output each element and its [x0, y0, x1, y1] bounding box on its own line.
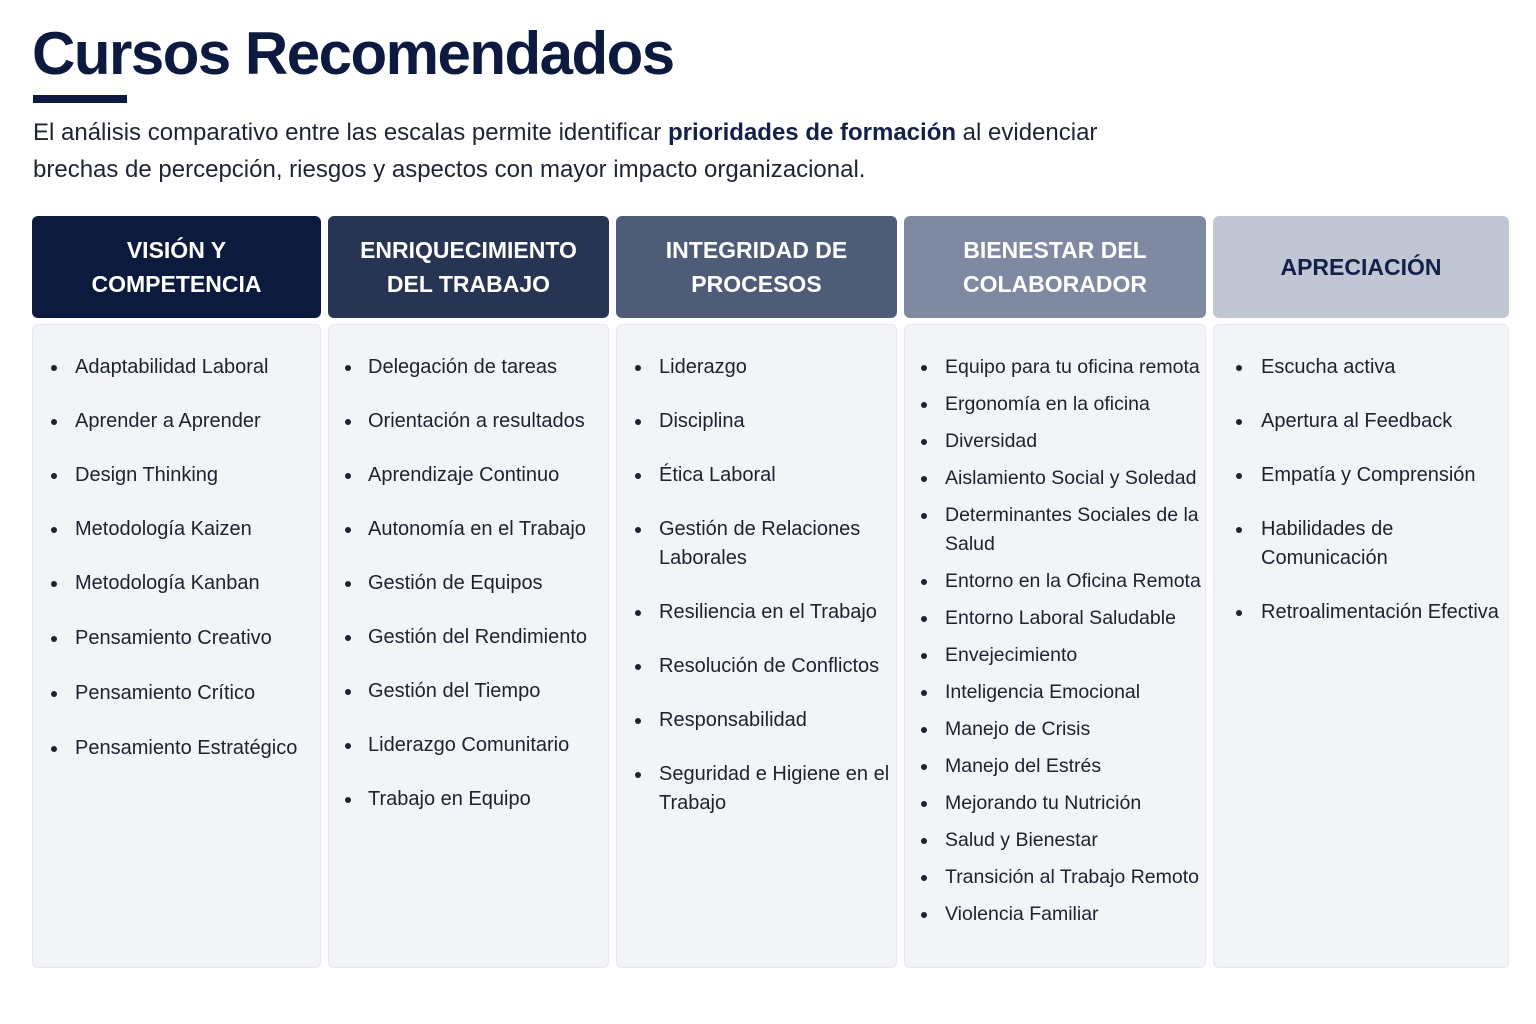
- list-item: Ética Laboral: [617, 461, 896, 490]
- list-item: Orientación a resultados: [329, 407, 608, 436]
- column-body: [904, 324, 1206, 968]
- intro-paragraph: [33, 114, 1133, 188]
- list-item: Resolución de Conflictos: [617, 652, 896, 681]
- column-vision-competencia: [32, 216, 321, 968]
- list-item: Manejo de Crisis: [905, 715, 1205, 744]
- list-item: Aprender a Aprender: [33, 407, 320, 436]
- list-item: Entorno en la Oficina Remota: [905, 567, 1205, 596]
- course-list: [1214, 325, 1508, 627]
- list-item: Design Thinking: [33, 461, 320, 490]
- list-item: Liderazgo: [617, 353, 896, 382]
- list-item: Violencia Familiar: [905, 900, 1205, 929]
- list-item: Escucha activa: [1214, 353, 1508, 382]
- list-item: Adaptabilidad Laboral: [33, 353, 320, 382]
- column-bienestar-colaborador: [904, 216, 1206, 968]
- list-item: Aprendizaje Continuo: [329, 461, 608, 490]
- list-item: Resiliencia en el Trabajo: [617, 598, 896, 627]
- list-item: Liderazgo Comunitario: [329, 731, 608, 760]
- course-columns: [32, 216, 1510, 968]
- list-item: Responsabilidad: [617, 706, 896, 735]
- list-item: Pensamiento Estratégico: [33, 734, 320, 763]
- list-item: Empatía y Comprensión: [1214, 461, 1508, 490]
- list-item: Metodología Kanban: [33, 569, 320, 598]
- list-item: Apertura al Feedback: [1214, 407, 1508, 436]
- list-item: Gestión de Relaciones Laborales: [617, 515, 896, 573]
- list-item: Equipo para tu oficina remota: [905, 353, 1205, 382]
- course-list: [33, 325, 320, 763]
- list-item: Diversidad: [905, 427, 1205, 456]
- column-integridad-procesos: [616, 216, 897, 968]
- course-list: [905, 325, 1205, 929]
- list-item: Autonomía en el Trabajo: [329, 515, 608, 544]
- column-body: [616, 324, 897, 968]
- intro-text-start: El análisis comparativo entre las escalas permite identificar: [33, 119, 668, 146]
- column-header: VISIÓN Y COMPETENCIA: [32, 216, 321, 318]
- column-apreciacion: [1213, 216, 1509, 968]
- list-item: Entorno Laboral Saludable: [905, 604, 1205, 633]
- column-body: [1213, 324, 1509, 968]
- column-body: [32, 324, 321, 968]
- column-enriquecimiento-trabajo: [328, 216, 609, 968]
- column-body: [328, 324, 609, 968]
- column-header: ENRIQUECIMIENTO DEL TRABAJO: [328, 216, 609, 318]
- column-header: BIENESTAR DEL COLABORADOR: [904, 216, 1206, 318]
- list-item: Delegación de tareas: [329, 353, 608, 382]
- list-item: Retroalimentación Efectiva: [1214, 598, 1508, 627]
- column-header: INTEGRIDAD DE PROCESOS: [616, 216, 897, 318]
- intro-highlight: prioridades de formación: [667, 119, 957, 146]
- column-header: APRECIACIÓN: [1213, 216, 1509, 318]
- list-item: Gestión del Rendimiento: [329, 623, 608, 652]
- list-item: Determinantes Sociales de la Salud: [905, 501, 1205, 559]
- list-item: Seguridad e Higiene en el Trabajo: [617, 760, 896, 818]
- list-item: Habilidades de Comunicación: [1214, 515, 1508, 573]
- list-item: Inteligencia Emocional: [905, 678, 1205, 707]
- list-item: Transición al Trabajo Remoto: [905, 863, 1205, 892]
- list-item: Ergonomía en la oficina: [905, 390, 1205, 419]
- page-title: Cursos Recomendados: [32, 20, 674, 87]
- list-item: Trabajo en Equipo: [329, 785, 608, 814]
- title-underline: [33, 95, 127, 103]
- list-item: Envejecimiento: [905, 641, 1205, 670]
- list-item: Metodología Kaizen: [33, 515, 320, 544]
- course-list: [329, 325, 608, 814]
- course-list: [617, 325, 896, 818]
- list-item: Mejorando tu Nutrición: [905, 789, 1205, 818]
- list-item: Gestión del Tiempo: [329, 677, 608, 706]
- list-item: Disciplina: [617, 407, 896, 436]
- list-item: Manejo del Estrés: [905, 752, 1205, 781]
- list-item: Pensamiento Crítico: [33, 679, 320, 708]
- intro-text-end: al evidenciar brechas de percepción, riesgos y aspectos con mayor impacto organizacional.: [33, 119, 1098, 183]
- list-item: Aislamiento Social y Soledad: [905, 464, 1205, 493]
- list-item: Gestión de Equipos: [329, 569, 608, 598]
- list-item: Pensamiento Creativo: [33, 624, 320, 653]
- list-item: Salud y Bienestar: [905, 826, 1205, 855]
